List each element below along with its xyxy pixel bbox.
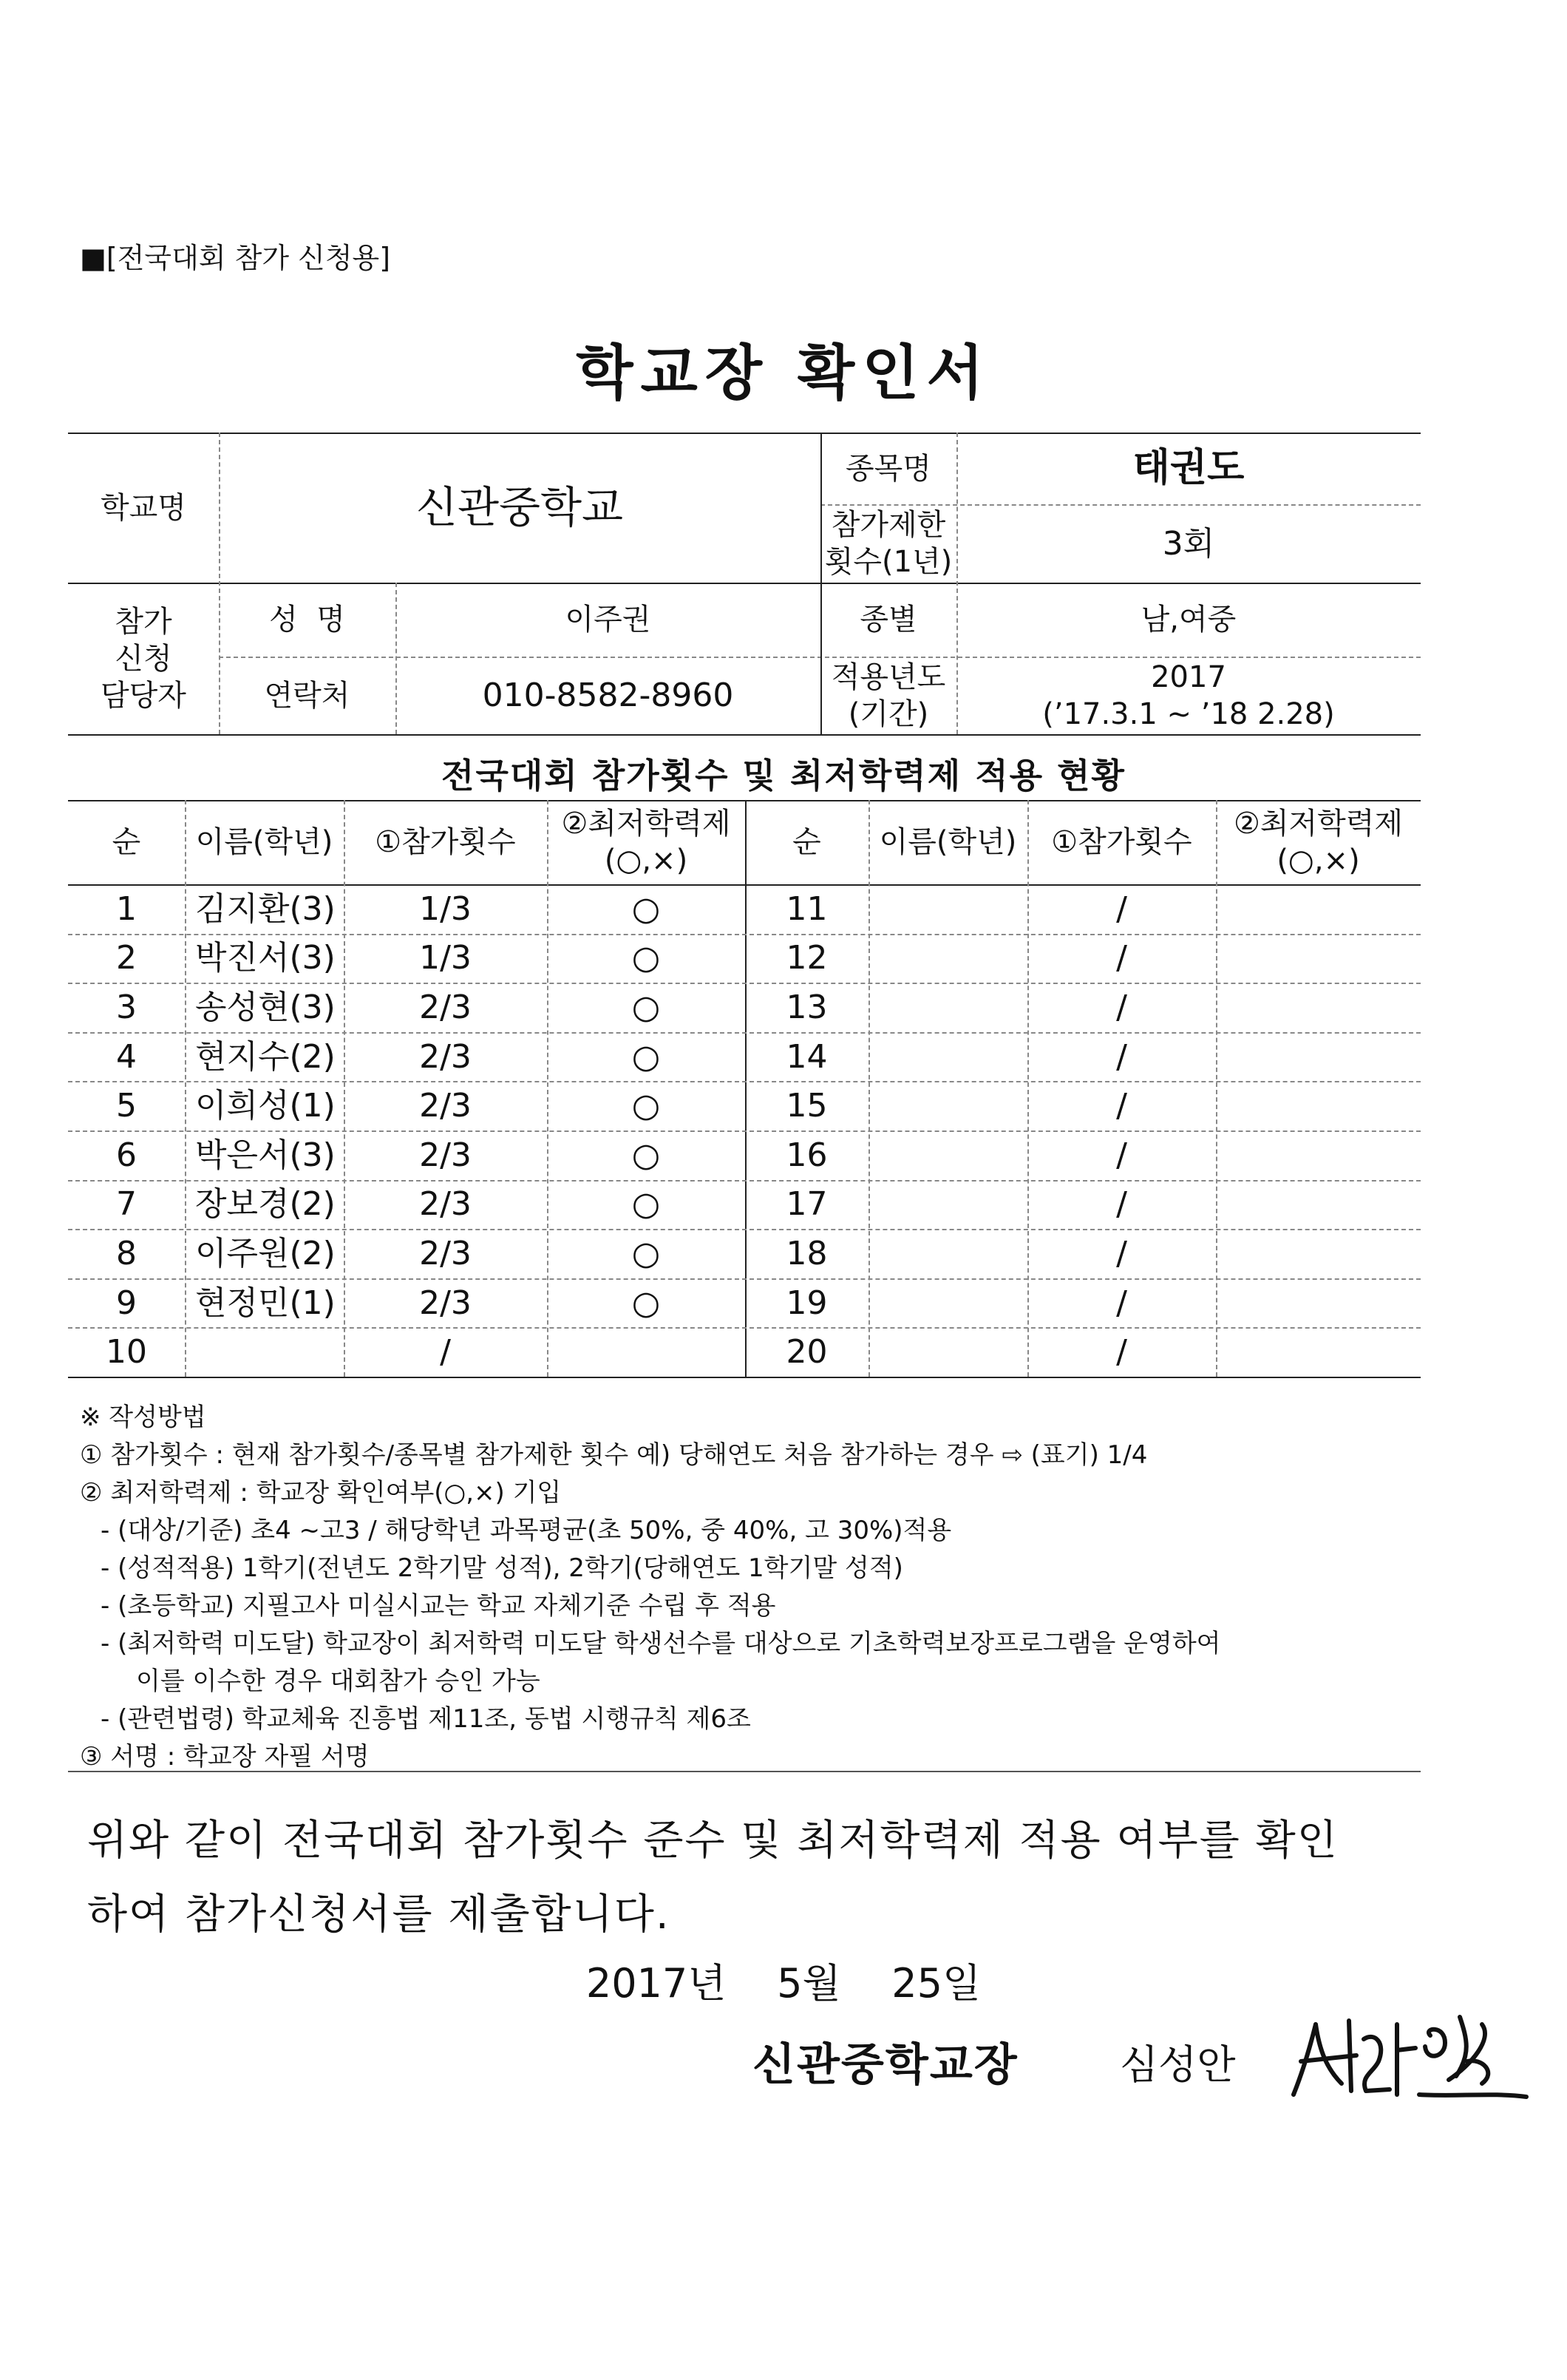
row-name: 송성현(3) <box>195 988 336 1026</box>
handwritten-signature <box>1286 2010 1530 2106</box>
participation-limit-label-line2: 횟수(1년) <box>824 545 953 579</box>
row-academic-mark: ○ <box>631 1185 661 1224</box>
row-count: / <box>1116 1234 1127 1272</box>
contact-group-label <box>68 583 219 734</box>
instruction-item: 이를 이수한 경우 대회참가 승인 가능 <box>136 1667 540 1696</box>
contact-group-label-line2: 신청 <box>115 641 172 676</box>
row-no: 1 <box>116 889 137 928</box>
row-count: / <box>1116 1333 1127 1372</box>
row-count: / <box>1116 1284 1127 1322</box>
col-header-count-2: ①참가횟수 <box>1051 825 1192 859</box>
row-academic-mark <box>547 1327 745 1377</box>
participation-limit-value: 3회 <box>1162 524 1215 563</box>
instruction-item: - (성적적용) 1학기(전년도 2학기말 성적), 2학기(당해연도 1학기말 성적) <box>101 1553 903 1583</box>
event-value: 태권도 <box>1132 446 1245 490</box>
instruction-item: - (대상/기준) 초4 ~고3 / 해당학년 과목평균(초 50%, 중 40%, 고 30%)적용 <box>101 1516 952 1545</box>
row-count: 2/3 <box>419 1136 472 1174</box>
manager-name-label: 성 명 <box>269 603 345 637</box>
row-name <box>869 934 1027 983</box>
document-title: 학교장 확인서 <box>576 339 991 407</box>
row-academic-mark: ○ <box>631 939 661 977</box>
category-label: 종별 <box>860 603 917 637</box>
row-no: 9 <box>116 1284 137 1322</box>
instructions-heading: ※ 작성방법 <box>80 1403 206 1432</box>
instructions <box>80 1399 1499 1776</box>
row-name: 박진서(3) <box>195 939 336 977</box>
row-no: 17 <box>786 1185 828 1224</box>
row-name <box>869 1032 1027 1082</box>
row-academic-mark <box>1216 1130 1421 1180</box>
row-count: / <box>440 1333 451 1372</box>
row-academic-mark <box>1216 1081 1421 1130</box>
row-no: 14 <box>786 1037 828 1076</box>
row-no: 6 <box>116 1136 137 1174</box>
col-header-academic-line2: (○,×) <box>604 844 688 878</box>
col-header-no: 순 <box>112 825 141 859</box>
col-header-name-2: 이름(학년) <box>879 825 1017 859</box>
participation-limit-label <box>820 504 956 583</box>
declaration-line2: 하여 참가신청서를 제출합니다. <box>87 1891 670 1939</box>
row-no: 20 <box>786 1333 828 1372</box>
row-count: / <box>1116 1136 1127 1174</box>
row-academic-mark: ○ <box>631 1234 661 1272</box>
status-section-title: 전국대회 참가횟수 및 최저학력제 적용 현황 <box>441 756 1126 796</box>
row-academic-mark <box>1216 884 1421 934</box>
instruction-item: - (최저학력 미도달) 학교장이 최저학력 미도달 학생선수를 대상으로 기초학력보장프로그램을 운영하여 <box>101 1629 1221 1658</box>
row-academic-mark: ○ <box>631 1284 661 1322</box>
row-count: 2/3 <box>419 1234 472 1272</box>
row-name <box>869 1229 1027 1278</box>
row-count: 2/3 <box>419 1284 472 1322</box>
row-count: / <box>1116 1087 1127 1125</box>
form-type-label: ■[전국대회 참가 신청용] <box>80 242 391 274</box>
col-header-academic-2 <box>1216 800 1421 884</box>
row-academic-mark: ○ <box>631 1136 661 1174</box>
row-name <box>869 1278 1027 1328</box>
row-academic-mark: ○ <box>631 988 661 1026</box>
row-no: 3 <box>116 988 137 1026</box>
row-academic-mark <box>1216 1032 1421 1082</box>
row-academic-mark <box>1216 1180 1421 1230</box>
row-name <box>869 884 1027 934</box>
submission-date: 2017년 5월 25일 <box>585 1960 982 2007</box>
row-count: 1/3 <box>419 889 472 928</box>
instruction-item: - (초등학교) 지필고사 미실시교는 학교 자체기준 수립 후 적용 <box>101 1591 776 1621</box>
instruction-item: - (관련법령) 학교체육 진흥법 제11조, 동법 시행규칙 제6조 <box>101 1704 751 1734</box>
application-year-label-line1: 적용년도 <box>831 660 946 694</box>
instruction-item: ② 최저학력제 : 학교장 확인여부(○,×) 기입 <box>80 1478 562 1508</box>
application-year-label-line2: (기간) <box>848 696 929 731</box>
row-no: 16 <box>786 1136 828 1174</box>
signer-title: 신관중학교장 <box>752 2039 1019 2091</box>
row-name: 이희성(1) <box>195 1087 336 1125</box>
event-label: 종목명 <box>846 451 931 486</box>
row-count: / <box>1116 988 1127 1026</box>
col-header-academic-2-line2: (○,×) <box>1277 844 1360 878</box>
row-academic-mark <box>1216 1278 1421 1328</box>
instruction-item: ① 참가횟수 : 현재 참가횟수/종목별 참가제한 횟수 예) 당해연도 처음 참가하는 경우 ⇨ (표기) 1/4 <box>80 1440 1148 1470</box>
col-header-academic-line1: ②최저학력제 <box>561 807 731 841</box>
phone-value: 010-8582-8960 <box>482 677 734 714</box>
application-year-value <box>956 657 1421 734</box>
phone-label: 연락처 <box>264 678 350 713</box>
row-no: 8 <box>116 1234 137 1272</box>
row-count: / <box>1116 939 1127 977</box>
row-no: 12 <box>786 939 828 977</box>
row-no: 15 <box>786 1087 828 1125</box>
participation-limit-label-line1: 참가제한 <box>831 508 946 542</box>
row-no: 4 <box>116 1037 137 1076</box>
row-name: 박은서(3) <box>195 1136 336 1174</box>
col-header-count: ①참가횟수 <box>375 825 516 859</box>
declaration <box>87 1804 1492 1952</box>
row-no: 19 <box>786 1284 828 1322</box>
row-no: 5 <box>116 1087 137 1125</box>
row-count: 2/3 <box>419 1087 472 1125</box>
row-count: 2/3 <box>419 1037 472 1076</box>
row-no: 11 <box>786 889 828 928</box>
row-name <box>869 1327 1027 1377</box>
row-no: 2 <box>116 939 137 977</box>
signer-name: 심성안 <box>1120 2041 1236 2088</box>
contact-group-label-line1: 참가 <box>115 604 172 639</box>
application-year-value-line1: 2017 <box>1151 660 1226 694</box>
row-academic-mark: ○ <box>631 1087 661 1125</box>
application-year-label <box>820 657 956 734</box>
row-count: / <box>1116 1037 1127 1076</box>
col-header-no-2: 순 <box>792 825 821 859</box>
row-no: 10 <box>106 1333 147 1372</box>
row-name <box>869 1081 1027 1130</box>
category-value: 남,여중 <box>1141 603 1237 637</box>
row-count: / <box>1116 889 1127 928</box>
row-count: 2/3 <box>419 988 472 1026</box>
row-name <box>869 983 1027 1032</box>
row-name <box>869 1130 1027 1180</box>
row-no: 13 <box>786 988 828 1026</box>
col-header-academic-2-line1: ②최저학력제 <box>1233 807 1404 841</box>
row-name: 이주원(2) <box>195 1234 336 1272</box>
row-name: 현정민(1) <box>195 1284 336 1322</box>
row-name: 현지수(2) <box>195 1037 336 1076</box>
row-name: 김지환(3) <box>195 889 336 928</box>
row-no: 7 <box>116 1185 137 1224</box>
instruction-item: ③ 서명 : 학교장 자필 서명 <box>80 1742 370 1772</box>
row-count: 1/3 <box>419 939 472 977</box>
row-count: 2/3 <box>419 1185 472 1224</box>
row-academic-mark <box>1216 934 1421 983</box>
declaration-line1: 위와 같이 전국대회 참가횟수 준수 및 최저학력제 적용 여부를 확인 <box>87 1817 1339 1865</box>
application-year-value-line2: (’17.3.1 ~ ’18 2.28) <box>1042 696 1335 731</box>
row-no: 18 <box>786 1234 828 1272</box>
contact-group-label-line3: 담당자 <box>101 678 186 713</box>
row-count: / <box>1116 1185 1127 1224</box>
row-academic-mark <box>1216 983 1421 1032</box>
manager-name-value: 이주권 <box>565 603 651 637</box>
col-header-name: 이름(학년) <box>195 825 333 859</box>
school-name-value: 신관중학교 <box>415 482 624 533</box>
row-academic-mark: ○ <box>631 889 661 928</box>
row-academic-mark: ○ <box>631 1037 661 1076</box>
row-name: 장보경(2) <box>195 1185 336 1224</box>
row-academic-mark <box>1216 1229 1421 1278</box>
row-name <box>869 1180 1027 1230</box>
school-name-label: 학교명 <box>101 490 186 525</box>
row-academic-mark <box>1216 1327 1421 1377</box>
row-name <box>185 1327 344 1377</box>
col-header-academic <box>547 800 745 884</box>
